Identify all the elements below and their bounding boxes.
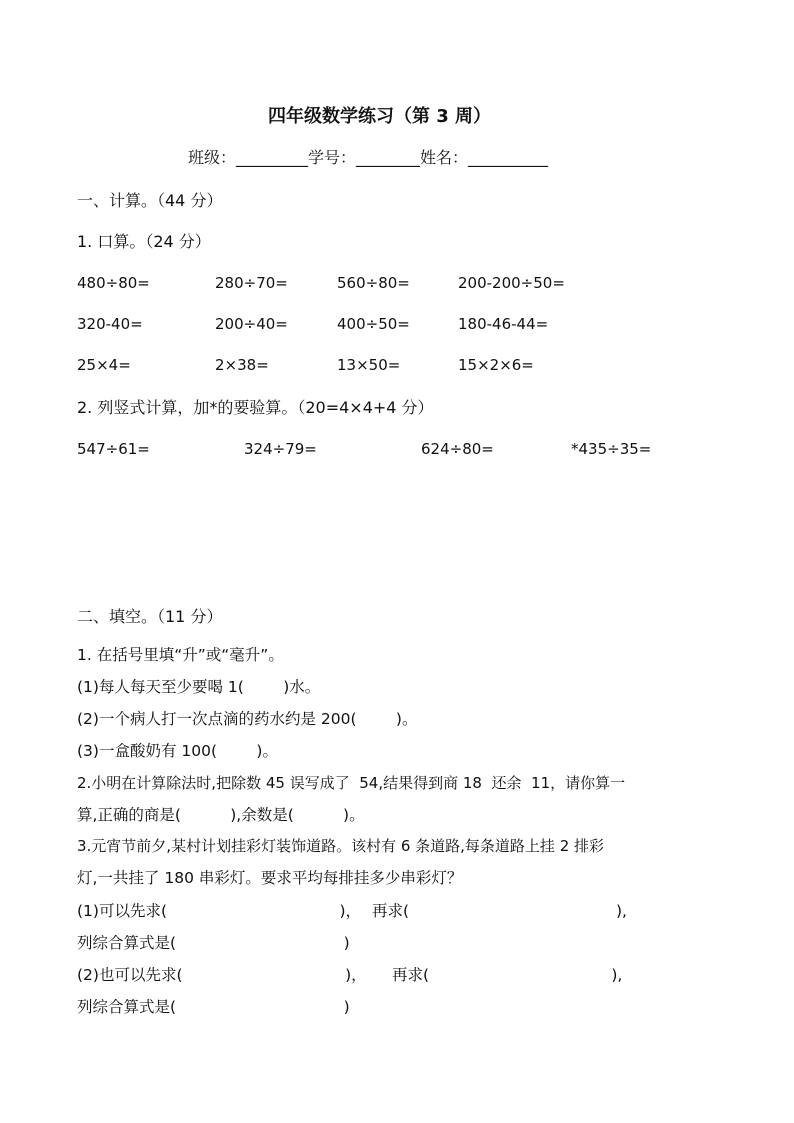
- vertical-calc-item: 624÷80=: [421, 440, 494, 458]
- section-1-heading: 一、计算。（44 分）: [77, 191, 223, 210]
- fill-q1-item: (3)一盒酸奶有 100( )。: [77, 742, 278, 760]
- fill-q3-part1-first: (1)可以先求( )，: [77, 902, 361, 920]
- student-info-line: 班级：_________学号：________姓名：__________: [188, 148, 549, 167]
- calc-item: 200-200÷50=: [458, 274, 565, 292]
- fill-q1-prompt: 1. 在括号里填“升”或“毫升”。: [77, 646, 284, 664]
- calc-item: 400÷50=: [337, 315, 410, 333]
- calc-item: 560÷80=: [337, 274, 410, 292]
- calc-item: 200÷40=: [215, 315, 288, 333]
- vertical-calc-item: 547÷61=: [77, 440, 150, 458]
- fill-q1-item: (2)一个病人打一次点滴的药水约是 200( )。: [77, 710, 418, 728]
- fill-q3-part2-first: (2)也可以先求( )，: [77, 966, 367, 984]
- fill-q3-part1-then: 再求( ),: [372, 902, 627, 920]
- section-2-heading: 二、填空。（11 分）: [77, 607, 223, 626]
- calc-item: 320-40=: [77, 315, 143, 333]
- fill-q2-line1: 2.小明在计算除法时,把除数 45 误写成了 54,结果得到商 18 还余 11，请你算一: [77, 774, 626, 792]
- fill-q3-line2: 灯,一共挂了 180 串彩灯。要求平均每排挂多少串彩灯？: [77, 869, 463, 887]
- calc-item: 2×38=: [215, 356, 269, 374]
- calc-item: 280÷70=: [215, 274, 288, 292]
- fill-q3-part2-then: 再求( ),: [392, 966, 623, 984]
- fill-q3-line1: 3.元宵节前夕,某村计划挂彩灯装饰道路。该村有 6 条道路,每条道路上挂 2 排彩: [77, 837, 605, 855]
- fill-q3-part1-formula: 列综合算式是( ): [77, 934, 350, 952]
- vertical-calc-item: *435÷35=: [571, 440, 652, 458]
- calc-item: 15×2×6=: [458, 356, 534, 374]
- fill-q1-item: (1)每人每天至少要喝 1( )水。: [77, 678, 321, 696]
- calc-item: 180-46-44=: [458, 315, 549, 333]
- q2-heading: 2. 列竖式计算，加*的要验算。（20=4×4+4 分）: [77, 398, 434, 417]
- page-title: 四年级数学练习（第 3 周）: [268, 106, 492, 127]
- calc-item: 480÷80=: [77, 274, 150, 292]
- fill-q3-part2-formula: 列综合算式是( ): [77, 998, 350, 1016]
- calc-item: 13×50=: [337, 356, 401, 374]
- fill-q2-line2: 算,正确的商是( ),余数是( )。: [77, 806, 365, 824]
- vertical-calc-item: 324÷79=: [244, 440, 317, 458]
- q1-heading: 1. 口算。（24 分）: [77, 232, 211, 251]
- calc-item: 25×4=: [77, 356, 131, 374]
